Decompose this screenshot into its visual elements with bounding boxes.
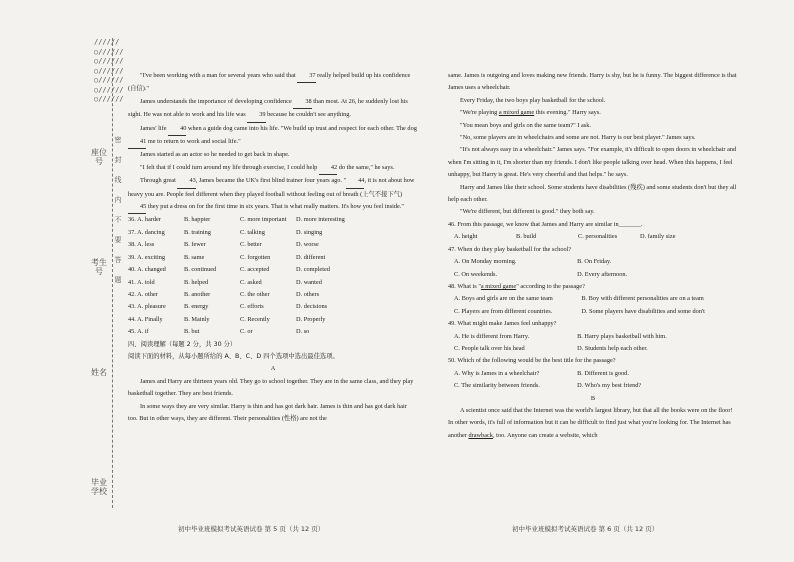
- paragraph: A scientist once said that the Internet was the world's largest library, but that all the books were on the floor! In other words, it's full of information but it can be difficult to find just what you're looking for. The Internet has another drawback, too. Anyone can create a website, which: [448, 406, 733, 439]
- passage-label: B: [590, 394, 596, 402]
- field-name: 姓名: [91, 368, 107, 377]
- binding-notice: 密 封 线 内 不 要 答 题: [114, 136, 122, 284]
- blank-39: 39: [247, 109, 265, 122]
- left-column: [128, 70, 418, 425]
- option-row: 36. A. harder B. happier C. more important D. more interesting: [128, 216, 345, 224]
- option-row: A. height B. build C. personalities D. family size: [454, 233, 676, 241]
- passage-label: A: [270, 365, 276, 373]
- paragraph: "You mean boys and girls on the same team?" I ask.: [460, 121, 591, 129]
- option-row: C. On weekends. D. Every afternoon.: [454, 270, 628, 278]
- option-row: A. He is different from Harry. B. Harry plays basketball with him.: [454, 332, 667, 340]
- paragraph: Harry and James like their school. Some students have disabilities (残疾) and some students don't but they all help each other.: [448, 183, 737, 204]
- paragraph: "I felt that if I could turn around my life through exercise, I could help 42 do the same," he says.: [128, 162, 418, 175]
- section-instruction: 阅读下面的材料，从每小题所给的 A、B、C、D 四个选项中选出最佳选项。: [128, 352, 339, 360]
- options-list: [128, 214, 418, 338]
- paragraph: James' life 40 when a guide dog came into his life. "We build up trust and respect for each other. The dog 41 me to return to work and social life.": [128, 123, 418, 150]
- blank-38: 38: [293, 96, 311, 109]
- question-47: 47. When do they play basketball for the school?: [448, 245, 572, 253]
- option-row: 44. A. Finally B. Mainly C. Recently D. Properly: [128, 315, 326, 323]
- page-footer-right: 初中毕业班模拟考试英语试卷 第 6 页（共 12 页）: [512, 525, 659, 533]
- option-row: 38. A. less B. fewer C. better D. worse: [128, 241, 319, 249]
- option-row: A. Why is James in a wheelchair? B. Different is good.: [454, 369, 629, 377]
- option-row: 37. A. dancing B. training C. talking D. singing: [128, 228, 323, 236]
- paragraph: same. James is outgoing and loves making new friends. Harry is shy, but he is funny. The biggest difference is that James uses a wheelchair.: [448, 72, 737, 92]
- option-row: C. The similarity between friends. D. Who's my best friend?: [454, 382, 642, 390]
- option-row: 39. A. exciting B. same C. forgotten D. different: [128, 253, 326, 261]
- option-row: 42. A. other B. another C. the other D. others: [128, 290, 320, 298]
- option-row: A. Boys and girls are on the same team B. Boy with different personalities are on a team: [454, 295, 704, 303]
- field-exam-number: 考生号: [91, 258, 107, 276]
- section-heading: 四、阅读理解（每题 2 分，共 30 分）: [128, 340, 237, 348]
- field-seat-number: 座位号: [91, 148, 107, 166]
- option-row: C. Players are from different countries. D. Some players have disabilities and some don't: [454, 307, 705, 315]
- question-46: 46. From this passage, we know that James and Harry are similar in_______.: [448, 220, 643, 228]
- right-column: [448, 70, 738, 442]
- option-row: C. People talk over his head D. Students help each other.: [454, 344, 648, 352]
- blank-44: 44: [346, 175, 364, 188]
- option-row: 41. A. told B. helped C. asked D. wanted: [128, 278, 322, 286]
- paragraph: James and Harry are thirteen years old. They go to school together. They are in the same class, and they play basketball together. They are best friends.: [128, 377, 414, 398]
- blank-45: 45: [128, 201, 146, 214]
- question-49: 49. What might make James feel unhappy?: [448, 320, 557, 328]
- blank-41: 41: [128, 136, 146, 149]
- paragraph: James understands the importance of developing confidence 38 than most. At 26, he suddenly lost his sight. He was not able to work and his life was 39 because he couldn't see anything.: [128, 96, 418, 123]
- paragraph: James started as an actor so he needed to get back in shape.: [140, 151, 290, 159]
- paragraph: Through great 43, James became the UK's first blind trainer four years ago. " 44, it is not about how heavy you are. People feel different when they played football without feeling out of breath (上气不接下气) 45 they put a dress on for the first time in six years. That is what really matters. It's how you feel inside.": [128, 175, 418, 214]
- binding-dash-line: //////○//////○//////○//////○//////○//////○//////: [94, 38, 124, 103]
- paragraph: "No, some players are in wheelchairs and some are not. Harry is our best player." James says.: [460, 134, 696, 142]
- paragraph: "We're playing a mixed game this evening." Harry says.: [460, 109, 601, 117]
- option-row: 45. A. if B. but C. or D. so: [128, 328, 310, 336]
- paragraph: "I've been working with a man for several years who said that 37 really helped build up his confidence (自信).": [128, 72, 411, 93]
- option-row: 40. A. changed B. continued C. accepted D. completed: [128, 266, 330, 274]
- paragraph: Every Friday, the two boys play basketball for the school.: [460, 96, 606, 104]
- blank-42: 42: [319, 162, 337, 175]
- field-school: 毕业学校: [91, 478, 107, 496]
- paragraph: "It's not always easy in a wheelchair." James says. "For example, it's difficult to open doors in wheelchair and when I'm sitting in it, I'm shorter than my friends. I don't like people talking over head. When this happens, I feel unhappy, but Harry is great. He's very cheerful and that helps." he says.: [448, 146, 737, 179]
- paragraph: "We're different, but different is good." they both say.: [460, 208, 595, 216]
- question-50: 50. Which of the following would be the best title for the passage?: [448, 357, 616, 365]
- blank-43: 43: [177, 175, 195, 188]
- paragraph: In some ways they are very similar. Harry is thin and has got dark hair. James is thin and has got dark hair too. But in other ways, they are different. Their personalities (性格) are not the: [128, 402, 407, 422]
- option-row: A. On Monday morning. B. On Friday.: [454, 258, 612, 266]
- question-48: 48. What is "a mixed game" according to the passage?: [448, 282, 585, 290]
- page-footer-left: 初中毕业班模拟考试英语试卷 第 5 页（共 12 页）: [178, 525, 325, 533]
- blank-40: 40: [168, 123, 186, 136]
- blank-37: 37: [297, 70, 315, 83]
- option-row: 43. A. pleasure B. energy C. efforts D. decisions: [128, 303, 328, 311]
